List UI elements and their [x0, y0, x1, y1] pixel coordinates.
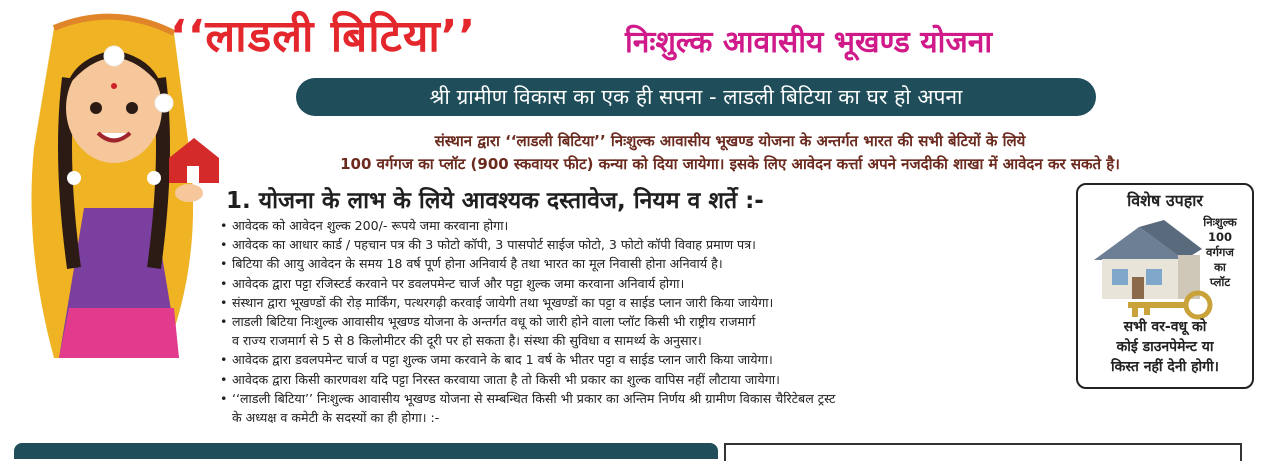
gift-plot-line: प्लॉट [1209, 275, 1231, 289]
gift-plot-line: का [1214, 260, 1226, 274]
tagline-banner: श्री ग्रामीण विकास का एक ही सपना - लाडली बिटिया का घर हो अपना [296, 78, 1096, 116]
rule-text: • बिटिया की आयु आवेदन के समय 18 वर्ष पूर्ण होना अनिवार्य है तथा भारत का मूल निवासी होना अनिवार्य है। [232, 256, 723, 272]
rule-item [218, 370, 1078, 389]
rule-item [218, 235, 1078, 254]
scheme-name: ‘‘लाडली बिटिया’’ [170, 11, 477, 62]
rule-item [218, 312, 1078, 350]
page-title [170, 8, 1250, 68]
rule-text: • लाडली बिटिया निःशुल्क आवासीय भूखण्ड योजना के अन्तर्गत वधू को जारी होने वाला प्लॉट किसी भी राष्ट्रीय राजमार्ग [232, 314, 756, 330]
rule-item [218, 293, 1078, 312]
gift-plot-line: निःशुल्क [1203, 215, 1237, 229]
gift-plot-line: 100 [1207, 230, 1232, 244]
section-heading: 1. योजना के लाभ के लिये आवश्यक दस्तावेज, नियम व शर्ते :- [226, 188, 764, 214]
rule-text: • आवेदक द्वारा किसी कारणवश यदि पट्टा निरस्त करवाया जाता है तो किसी भी प्रकार का शुल्क वापिस नहीं लौटाया जायेगा। [232, 371, 780, 387]
rule-item [218, 389, 1078, 427]
rule-text: • आवेदक द्वारा पट्टा रजिस्टर्ड करवाने पर डवलपमेन्ट चार्ज और पट्टा शुल्क जमा करवाना अनिवार्य होगा। [232, 275, 685, 291]
rule-text: व राज्य राजमार्ग से 5 से 8 किलोमीटर की दूरी पर हो सकता है। संस्था की सुविधा व सामर्थ्य के अनुसार। [232, 333, 702, 349]
gift-note-line: कोई डाउनपेमेन्ट या [1116, 339, 1214, 355]
intro-line: 100 वर्गगज का प्लॉट (900 स्कवायर फीट) कन्या को दिया जायेगा। इसके लिए आवेदन कर्त्ता अपने नजदीकी शाखा में आवेदन कर सकते है। [340, 155, 1120, 173]
rule-item [218, 350, 1078, 369]
rule-text: • आवेदक को आवेदन शुल्क 200/- रूपये जमा करवाना होगा। [232, 218, 509, 233]
gift-note [1078, 317, 1252, 377]
rule-text: • आवेदक द्वारा डवलपमेन्ट चार्ज व पट्टा शुल्क जमा करवाने के बाद 1 वर्ष के भीतर पट्टा व साईड प्लान जारी किया जायेगा। [232, 352, 773, 368]
rule-item [218, 254, 1078, 273]
next-section-box [724, 443, 1242, 461]
rule-text: • संस्थान द्वारा भूखण्डों की रोड़ मार्किंग, पत्थरगढ़ी करवाई जायेगी तथा भूखण्डों का पट्टा व साईड प्लान जारी किया जायेगा। [232, 294, 774, 310]
rule-text: • ‘‘लाडली बिटिया’’ निःशुल्क आवासीय भूखण्ड योजना से सम्बन्धित किसी भी प्रकार का अन्तिम निर्णय श्री ग्रामीण विकास चैरिटेबल ट्रस्ट [232, 390, 836, 406]
gift-plot-line: वर्गगज [1206, 245, 1234, 259]
gift-plot-text [1188, 215, 1252, 290]
gift-note-line: सभी वर-वधू को [1123, 319, 1207, 335]
gift-title: विशेष उपहार [1127, 191, 1203, 210]
scheme-subtitle: निःशुल्क आवासीय भूखण्ड योजना [625, 25, 993, 60]
next-section-banner [14, 443, 718, 459]
gift-note-line: किस्त नहीं देनी होगी। [1111, 359, 1219, 375]
intro-line: संस्थान द्वारा ‘‘लाडली बिटिया’’ निःशुल्क आवासीय भूखण्ड योजना के अन्तर्गत भारत की सभी बेटियों के लिये [434, 132, 1026, 150]
rule-text: • आवेदक का आधार कार्ड / पहचान पत्र की 3 फोटो कॉपी, 3 पासपोर्ट साईज फोटो, 3 फोटो कॉपी विवाह प्रमाण पत्र। [232, 237, 756, 253]
rule-item [218, 216, 1078, 235]
rule-item [218, 274, 1078, 293]
rules-list [218, 216, 1078, 427]
special-gift-box [1076, 183, 1254, 389]
rule-text: के अध्यक्ष व कमेटी के सदस्यों का ही होगा। :- [232, 410, 440, 426]
intro-paragraph [200, 130, 1260, 176]
